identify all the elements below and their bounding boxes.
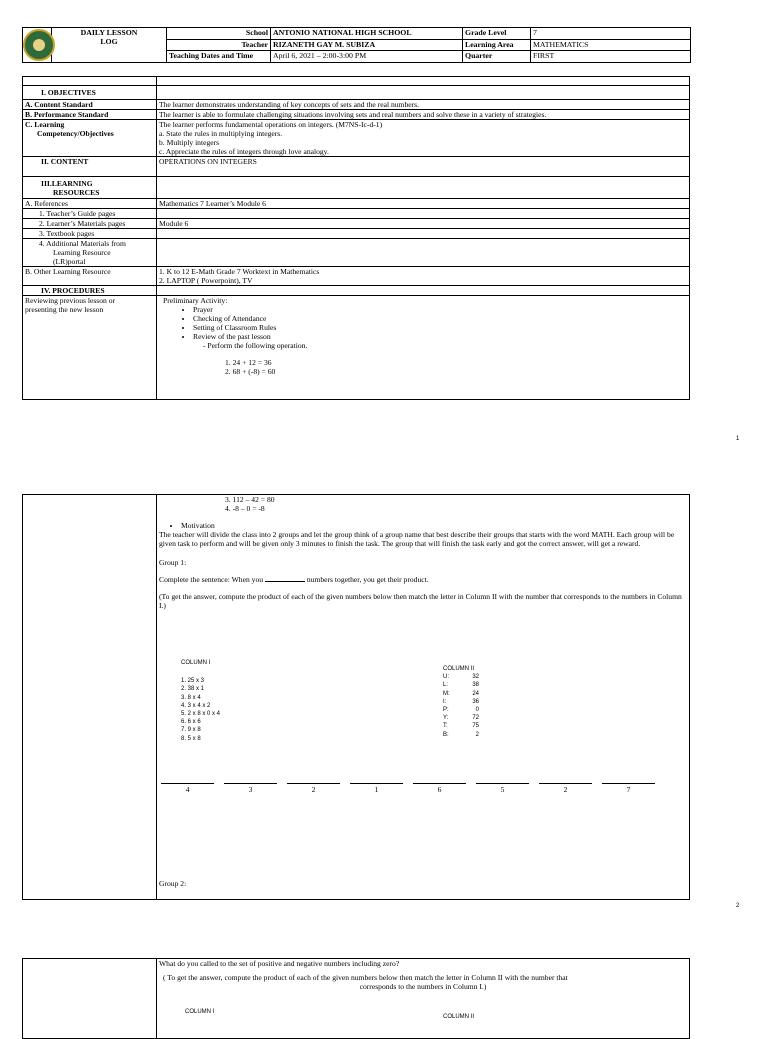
page-2 — [22, 494, 690, 900]
column-1-title: COLUMN I — [181, 660, 211, 666]
answer-slot: 2 — [287, 783, 340, 794]
review-label-line-1: Reviewing previous lesson or — [25, 296, 116, 305]
references-text: Mathematics 7 Learner’s Module 6 — [157, 199, 690, 209]
additional-label-line-3: (LR)portal — [53, 257, 86, 266]
content-text: OPERATIONS ON INTEGERS — [157, 157, 690, 177]
references-label: A. References — [23, 199, 157, 209]
complete-sentence: Complete the sentence: When you numbers together, you get their product. — [159, 575, 429, 584]
competency-label-line-1: C. Learning — [25, 120, 65, 129]
additional-materials-label — [23, 239, 157, 267]
column-2-item — [443, 731, 563, 739]
operation-item: 3. 112 – 42 = 80 — [225, 495, 275, 504]
learning-resources-heading — [23, 177, 157, 199]
school-seal-icon — [23, 29, 55, 61]
dates-label: Teaching Dates and Time — [167, 51, 271, 63]
group-2-label: Group 2: — [159, 879, 187, 888]
competency-line: b. Multiply integers — [159, 138, 220, 147]
column-2-number: 72 — [472, 715, 479, 722]
column-2-list — [443, 673, 563, 739]
column-2-letter: Y: — [443, 715, 449, 722]
school-value: ANTONIO NATIONAL HIGH SCHOOL — [271, 28, 463, 40]
page-2-content — [157, 495, 690, 900]
title-line-1: DAILY LESSON — [80, 28, 138, 37]
perform-instruction: - Perform the following operation. — [203, 341, 308, 350]
column-2-letter: M: — [443, 690, 450, 697]
page-number: 1 — [736, 436, 740, 442]
competency-line: a. State the rules in multiplying integers. — [159, 129, 283, 138]
operation-item: 2. 68 + (-8) = 60 — [225, 367, 276, 376]
column-2-number: 38 — [472, 682, 479, 689]
header-table — [22, 27, 691, 63]
quarter-value: FIRST — [531, 51, 691, 63]
answer-slot: 2 — [539, 783, 592, 794]
column-2-letter: T: — [443, 723, 448, 730]
operation-item: 4. -8 – 0 = -8 — [225, 504, 265, 513]
column-1-item: 8. 5 x 8 — [181, 735, 201, 742]
competency-label — [23, 120, 157, 157]
dates-value: April 6, 2021 – 2:00-3:00 PM — [271, 51, 463, 63]
column-2-letter: U: — [443, 674, 449, 681]
column-2-item — [443, 706, 563, 714]
column-1-title: COLUMN I — [185, 1009, 215, 1015]
answer-slot: 1 — [350, 783, 403, 794]
procedures-heading: IV. PROCEDURES — [23, 286, 157, 296]
competency-line: c. Appreciate the rules of integers through love analogy. — [159, 147, 329, 156]
objectives-heading: I. OBJECTIVES — [23, 86, 157, 100]
column-2-number: 75 — [472, 723, 479, 730]
other-resource-text — [157, 267, 690, 286]
column-1-item: 2. 38 x 1 — [181, 686, 205, 693]
column-1-item: 7. 9 x 8 — [181, 727, 201, 734]
column-2-number: 24 — [472, 690, 479, 697]
other-resource-line: 1. K to 12 E-Math Grade 7 Worktext in Mathematics — [159, 267, 320, 276]
column-2-item — [443, 673, 563, 681]
additional-label-line-1: 4. Additional Materials from — [39, 239, 126, 248]
column-2-letter: B: — [443, 731, 449, 738]
grade-level-value: 7 — [531, 28, 691, 40]
teacher-label: Teacher — [167, 39, 271, 51]
content-standard-label: A. Content Standard — [23, 100, 157, 110]
content-standard-text: The learner demonstrates understanding of key concepts of sets and the real numbers. — [157, 100, 690, 110]
competency-label-line-2: Competency/Objectives — [37, 129, 114, 138]
other-resource-line: 2. LAPTOP ( Powerpoint), TV — [159, 276, 253, 285]
content-heading: II. CONTENT — [23, 157, 157, 177]
page-3 — [22, 958, 690, 1039]
learning-area-value: MATHEMATICS — [531, 39, 691, 51]
preliminary-list — [159, 305, 687, 341]
performance-standard-text: The learner is able to formulate challenging situations involving sets and real numbers and solve these in a variety of strategies. — [157, 110, 690, 120]
column-2-letter: I: — [443, 698, 447, 705]
resources-label-line-1: III.LEARNING — [41, 178, 93, 188]
column-2-item — [443, 681, 563, 689]
motivation-bullet: • Motivation — [181, 521, 687, 530]
column-2-item — [443, 698, 563, 706]
answer-slot: 6 — [413, 783, 466, 794]
teacher-value: RIZANETH GAY M. SUBIZA — [271, 39, 463, 51]
column-2-item — [443, 714, 563, 722]
page-2-table — [22, 494, 690, 900]
list-item: • Prayer — [193, 305, 687, 314]
answer-slot: 5 — [476, 783, 529, 794]
other-resource-label: B. Other Learning Resource — [23, 267, 157, 286]
group-2-instruction-line-2: corresponds to the numbers in Column I.) — [359, 982, 487, 991]
page-1 — [22, 27, 690, 400]
textbook-label: 3. Textbook pages — [23, 229, 157, 239]
column-2-number: 32 — [472, 674, 479, 681]
performance-standard-label: B. Performance Standard — [23, 110, 157, 120]
answer-slot: 7 — [602, 783, 655, 794]
column-1-item: 4. 3 x 4 x 2 — [181, 702, 211, 709]
integers-question: What do you called to the set of positive and negative numbers including zero? — [159, 959, 400, 968]
page-3-content — [157, 959, 690, 1039]
column-2-title: COLUMN II — [443, 1014, 475, 1020]
motivation-text: The teacher will divide the class into 2 groups and let the group think of a group name that best describe their groups that starts with the word MATH. Each group will be given task to perform and will be given only 3 minutes to finish the task. The group that will finish the task early and got the correct answer, will get a reward. — [159, 530, 675, 548]
column-1 — [181, 659, 301, 743]
lesson-table — [22, 76, 690, 400]
answer-row — [161, 783, 665, 803]
column-1-item: 3. 8 x 4 — [181, 694, 201, 701]
school-label: School — [167, 28, 271, 40]
list-item: • Review of the past lesson — [193, 332, 687, 341]
page-number: 2 — [736, 903, 740, 909]
school-logo-cell — [23, 28, 52, 63]
competency-line: The learner performs fundamental operations on integers. (M7NS-Ic-d-1) — [159, 120, 383, 129]
column-2-number: 36 — [472, 698, 479, 705]
quarter-label: Quarter — [463, 51, 531, 63]
learning-area-label: Learning Area — [463, 39, 531, 51]
group-1-instruction: (To get the answer, compute the product of each of the given numbers below then match the letter in Column II with the number that corresponds to the numbers in Column I.) — [159, 592, 682, 610]
column-2-number: 0 — [475, 707, 479, 714]
title-line-2: LOG — [100, 37, 118, 46]
column-2-number: 2 — [475, 731, 479, 738]
column-2-letter: L: — [443, 682, 449, 689]
column-1-item: 1. 25 x 3 — [181, 678, 205, 685]
learners-materials-text: Module 6 — [157, 219, 690, 229]
group-1-label: Group 1: — [159, 558, 187, 567]
grade-level-label: Grade Level — [463, 28, 531, 40]
list-item: • Setting of Classroom Rules — [193, 323, 687, 332]
answer-slot: 3 — [224, 783, 277, 794]
column-2-title: COLUMN II — [443, 666, 475, 672]
group-2-instruction: ( To get the answer, compute the product of each of the given numbers below then match the letter in Column II with the number that — [163, 973, 568, 982]
list-item: • Checking of Attendance — [193, 314, 687, 323]
resources-label-line-2: RESOURCES — [53, 187, 100, 197]
column-2 — [443, 665, 563, 739]
review-label-line-2: presenting the new lesson — [25, 305, 104, 314]
column-2-item — [443, 690, 563, 698]
teachers-guide-label: 1. Teacher’s Guide pages — [23, 209, 157, 219]
column-2-letter: P: — [443, 707, 449, 714]
learners-materials-label: 2. Learner’s Materials pages — [23, 219, 157, 229]
column-1-item: 6. 6 x 6 — [181, 719, 201, 726]
operation-item: 1. 24 + 12 = 36 — [225, 358, 272, 367]
review-label — [23, 296, 157, 400]
answer-blank — [265, 581, 305, 582]
answer-slot: 4 — [161, 783, 214, 794]
competency-text — [157, 120, 690, 157]
review-content — [157, 296, 690, 400]
additional-label-line-2: Learning Resource — [53, 248, 111, 257]
preliminary-activity: Preliminary Activity: — [163, 296, 228, 305]
column-2-item — [443, 722, 563, 730]
column-1-list — [181, 677, 301, 743]
column-1-item: 5. 2 x 8 x 0 x 4 — [181, 711, 221, 718]
page-3-table — [22, 958, 690, 1039]
